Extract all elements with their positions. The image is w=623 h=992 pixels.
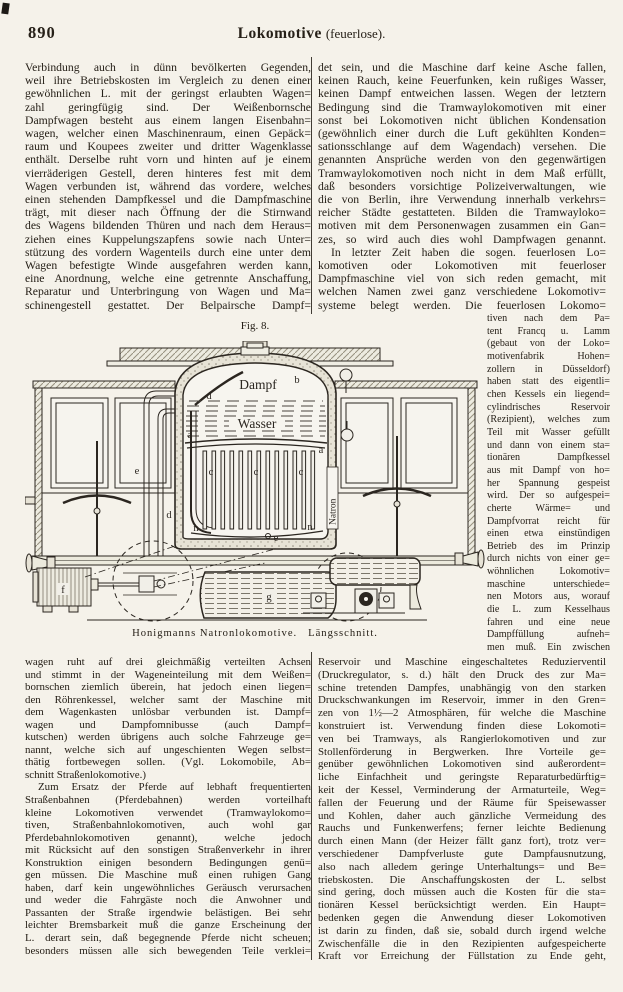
label-dampf: Dampf — [239, 377, 277, 392]
text-line: Reparatur und Unterbringung von Wagen und Ma= — [25, 285, 311, 299]
text-line: Pferdebahnlokomotiven genannt), welche jedoch — [25, 831, 311, 844]
text-line: Reservoir und Maschine eingeschaltetes Reduzierventil — [318, 656, 606, 668]
text-line: mit Rücksicht auf den sonstigen Straßenverkehr in ihrer — [25, 844, 311, 857]
page-title — [0, 25, 623, 43]
text-line: und weder die Fahrgäste noch die Anwohner und — [25, 894, 311, 907]
text-line: also nach alledem geringe Unterhaltungs= und Be= — [318, 860, 606, 873]
text-line: tent Francq u. Lamm — [487, 325, 610, 337]
figure-engraving — [25, 341, 485, 624]
text-line: keinen Dampf entweichen lassen. Wegen der letztern — [318, 87, 606, 101]
text-line: systeme belegt werden. Die feuerlosen Lokomo= — [318, 298, 606, 312]
text-line: komotiven oder Lokomotiven mit feuerloser — [318, 259, 606, 273]
text-line: trägt, mit dieser nach Öffnung der die Stirnwand — [25, 206, 311, 220]
text-line: die von Berlin, ihre Verwendung innerhalb verkehrs= — [318, 193, 606, 207]
text-line: Kraft vor Erreichung der Füllstation zu Ende geht, — [318, 950, 606, 963]
text-line: cherte Wärme= und — [487, 502, 610, 514]
text-line: Zum Ersatz der Pferde auf lebhaft frequentierten — [38, 781, 311, 794]
text-line: wagen, welcher einen Maschinenraum, einen Gepäck= — [25, 127, 311, 141]
text-line: dem Wagenkasten unlösbar verbunden ist. Dampf= — [25, 706, 311, 719]
text-line: gewöhnlichen L. mit der geringst erlaubten Wagen= — [25, 87, 311, 101]
text-line: schnitt Straßenlokomotive.) — [25, 768, 146, 781]
label-g: g — [266, 592, 272, 603]
text-line: Bedingung sind die Tramwaylokomotiven mit einer — [318, 100, 606, 114]
text-line: reicher Städte gestatteten. Bilden die Tramwayloko= — [318, 206, 606, 220]
text-line: weil ihre Betriebskosten im Vergleich zu denen einer — [25, 74, 311, 88]
text-line: sationsschlange auf dem Wagendach) versehen. Die — [318, 140, 606, 154]
text-line: keit der Kessel, Verminderung der Armaturteile, Weg= — [318, 783, 606, 796]
text-line: vierräderigen Gestell, deren hinteres fest mit dem — [25, 166, 311, 180]
label-a1: a — [187, 430, 193, 441]
text-line: durch nichts von einer ge= — [487, 553, 610, 565]
text-line: zes, so wird auch dies wohl Dampfwagen genannt. — [318, 232, 606, 246]
text-line: (Druckregulator, s. d.) hält den Druck des zur Ma= — [318, 668, 606, 681]
text-line: Dampfvorrat reicht für — [487, 515, 610, 527]
text-line: Teil mit Wasser gefüllt — [487, 426, 610, 438]
text-line: besonders müssen alle sich bewegenden Teile verklei= — [25, 944, 311, 957]
text-line: und stimmt in der Wageneinteilung mit dem Weißen= — [25, 668, 311, 681]
text-line: sind gering, doch müssen auch die Kosten für die sta= — [318, 886, 606, 899]
text-line: welchen Namen zwei ganz verschiedene Lokomotiv= — [318, 285, 606, 299]
text-line: (Rezipient), welches zum — [487, 414, 610, 426]
label-f: f — [61, 585, 65, 596]
text-line: maschine unterschiede= — [487, 578, 610, 590]
text-line: nannt, welche sich auf ungeschienten Wegen selbst= — [25, 743, 311, 756]
text-line: ziehen eines Kuppelungszapfens sowie nach Unter= — [25, 232, 311, 246]
text-line: thätig fortbewegen sollen. (Vgl. Lokomobile, Ab= — [25, 756, 311, 769]
text-line: tiven nach dem Pa= — [487, 313, 610, 324]
text-line: men muß. Ein zwischen — [487, 642, 610, 654]
text-line: (gewöhnlich einer durch die Luft gekühlten Konden= — [318, 127, 606, 141]
text-line: zen von 1½—2 Atmosphären, für welche die Maschine — [318, 707, 606, 720]
text-line: Verbindung auch in dünn bevölkerten Gegenden, — [25, 61, 311, 74]
text-line: genüber gewöhnlichen Lokomotiven sind außerordent= — [318, 758, 606, 771]
text-line: liche Einfachheit und geringste Reparaturbedürftig= — [318, 771, 606, 784]
text-line: wagen und Dampfomnibusse (auch Dampf= — [25, 718, 311, 731]
text-line: Tramwaylokomotiven noch nicht in dem Maß erfüllt, — [318, 166, 606, 180]
text-line: raum und Koupees zweiter und dritter Wagenklasse — [25, 140, 311, 154]
label-c2: c — [253, 467, 259, 478]
text-line: Dampffüllung aufneh= — [487, 629, 610, 641]
text-line: L. derart sein, daß begegnende Pferde nicht scheuen; — [25, 932, 311, 945]
text-line: zollern in Düsseldorf) — [487, 363, 610, 375]
figure-caption: Honigmanns Natronlokomotive. Längsschnitt. — [132, 628, 378, 639]
text-line: kleine Lokomotiven verwendet (Tramwaylokomo= — [25, 806, 311, 819]
text-line: des Wagens bildenden Thüren und nach dem Heraus= — [25, 219, 311, 233]
label-n1: n — [193, 523, 199, 534]
text-line: enthält. Derselbe ruht vorn und hinten auf je einem — [25, 153, 311, 167]
text-line: die L. zum Kesselhaus — [487, 604, 610, 616]
text-line: bornschen ziemlich überein, hat jedoch einen liegen= — [25, 681, 311, 694]
text-line: kutschen) werden übrigens auch solche Fahrzeuge ge= — [25, 731, 311, 744]
column-left-top — [25, 61, 311, 312]
text-line: Straßenbahnen (Pferdebahnen) werden vorteilhaft — [25, 794, 311, 807]
text-line: det sein, und die Maschine darf keine Asche fallen, — [318, 61, 606, 74]
text-line: genannten Ansprüche werden von den gegenwärtigen — [318, 153, 606, 167]
text-line: fahren und eine neue — [487, 616, 610, 628]
text-line: Wagen verbunden ist, während das vordere, welches — [25, 179, 311, 193]
label-n2: n — [307, 522, 313, 533]
text-line: den Röhrenkessel, welcher samt der Maschine mit — [25, 693, 311, 706]
text-line: aus mit Dampf von ho= — [487, 464, 610, 476]
column-left-bottom — [25, 656, 311, 957]
label-b: b — [294, 375, 300, 386]
label-natron: Natron — [328, 498, 339, 525]
text-line: daß besonders vorsichtige Polizeiverwaltungen, wie — [318, 179, 606, 193]
text-line: nen Motors aus, worauf — [487, 591, 610, 603]
text-line: stützung des vordern Wagenteils durch eine unter dem — [25, 245, 311, 259]
column-divider-top — [311, 57, 312, 314]
text-line: sonst bei Lokomotiven nicht üblichen Kondensation — [318, 113, 606, 127]
text-line: chen Kessels ein liegend= — [487, 388, 610, 400]
text-line: verschiedener Dampfverluste gute Dampfausnutzung, — [318, 847, 606, 860]
label-c1: c — [208, 467, 214, 478]
text-line: Dampfwagen besteht aus einem langen Eisenbahn= — [25, 113, 311, 127]
column-side-narrow — [487, 313, 610, 655]
text-line: eine Anordnung, welche eine getrennte Anschaffung, — [25, 272, 311, 286]
text-line: und dann von einem sta= — [487, 439, 610, 451]
label-e1: e — [134, 466, 140, 477]
text-line: zahl geringfügig sind. Der Weißenbornsche — [25, 100, 311, 114]
page-title-paren: (feuerlose). — [325, 26, 386, 41]
figure-number-label: Fig. 8. — [240, 320, 270, 332]
locomotive-section-drawing — [25, 341, 485, 624]
text-line: einen stehenden Dampfkessel und die Dampfmaschine — [25, 193, 311, 207]
text-line: und Kohlen, daher auch gänzliche Vermeidung des — [318, 809, 606, 822]
text-line: schinengestell gestattet. Der Belpairsche Dampf= — [25, 298, 311, 312]
text-line: haben, darf kein ungewöhnliches Geräusch verursachen — [25, 881, 311, 894]
text-line: keinen Rauch, keine Feuerfunken, kein rußiges Wasser, — [318, 74, 606, 88]
column-right-top — [318, 61, 606, 312]
text-line: ven bei Tramways, als Rangierlokomotiven und zur — [318, 732, 606, 745]
text-line: Zwischenfälle die in den Rezipienten aufgespeicherte — [318, 937, 606, 950]
text-line: Betrieb des im Prinzip — [487, 540, 610, 552]
text-line: tionären Dampfkessel — [487, 452, 610, 464]
column-right-bottom — [318, 656, 606, 963]
text-line: gen müssen. Die Maschine muß einen ruhigen Gang — [25, 869, 311, 882]
page-title-main: Lokomotive — [237, 25, 322, 42]
text-line: wöhnlichen Lokomotiv= — [487, 566, 610, 578]
text-line: In letzter Zeit haben die sogen. feuerlosen Lo= — [331, 245, 606, 259]
label-d1: d — [206, 391, 212, 402]
text-line: tionären Kessel berücksichtigt werden. Ein Haupt= — [318, 899, 606, 912]
column-divider-bottom — [311, 652, 312, 960]
label-wasser: Wasser — [237, 416, 277, 431]
text-line: Passanten der Straße irgendwie belästigen. Bei sehr — [25, 906, 311, 919]
text-line: motivenfabrik Hohen= — [487, 350, 610, 362]
scan-artifact — [1, 3, 9, 15]
text-line: Rauchs und Funkenwerfens; ferner leichte Bedienung — [318, 822, 606, 835]
text-line: Konstruktion einigen besondern Bedingungen genü= — [25, 856, 311, 869]
text-line: Wagen befestigte Winde ausgefahren werden kann, — [25, 259, 311, 273]
text-line: (gebaut von der Loko= — [487, 338, 610, 350]
text-line: wagen ruht auf drei gleichmäßig verteilten Achsen — [25, 656, 311, 668]
text-line: haben statt des eigentli= — [487, 376, 610, 388]
label-c3: c — [298, 467, 304, 478]
text-line: bedenken gegen die Anwendung dieser Lokomotiven — [318, 911, 606, 924]
text-line: einen etwa einstündigen — [487, 528, 610, 540]
text-line: cylindrisches Reservoir — [487, 401, 610, 413]
text-line: motiven mit dem Personenwagen zusammen ein Gan= — [318, 219, 606, 233]
text-line: ist darin zu finden, daß sie, sobald durch irgend welche — [318, 924, 606, 937]
text-line: schine tretenden Dampfes, unabhängig von den starken — [318, 681, 606, 694]
label-e2: e — [273, 533, 279, 544]
text-line: tiven, Straßenbahnlokomotiven, auch wohl gar — [25, 819, 311, 832]
text-line: her Spannung gespeist — [487, 477, 610, 489]
text-line: konstruiert ist. Verwendung finden diese Lokomoti= — [318, 719, 606, 732]
text-line: Druckschwankungen im Reservoir, immer in den Gren= — [318, 694, 606, 707]
page-number: 890 — [28, 23, 56, 42]
text-line: durch einen Mann (der Heizer fällt ganz fort), trotz ver= — [318, 835, 606, 848]
text-line: Dampfmaschine viel von sich reden gemacht, mit — [318, 272, 606, 286]
text-line: triebskosten. Die Anschaffungskosten der L. selbst — [318, 873, 606, 886]
label-d2: d — [166, 510, 172, 521]
text-line: fallen der Feuerung und der Räume für Speisewasser — [318, 796, 606, 809]
text-line: wird. Der so aufgespei= — [487, 490, 610, 502]
text-line: Stollenförderung in Bergwerken. Ihre Vorteile ge= — [318, 745, 606, 758]
text-line: leichter Bremsbarkeit muß die ganze Erscheinung der — [25, 919, 311, 932]
label-a2: a — [318, 445, 324, 456]
